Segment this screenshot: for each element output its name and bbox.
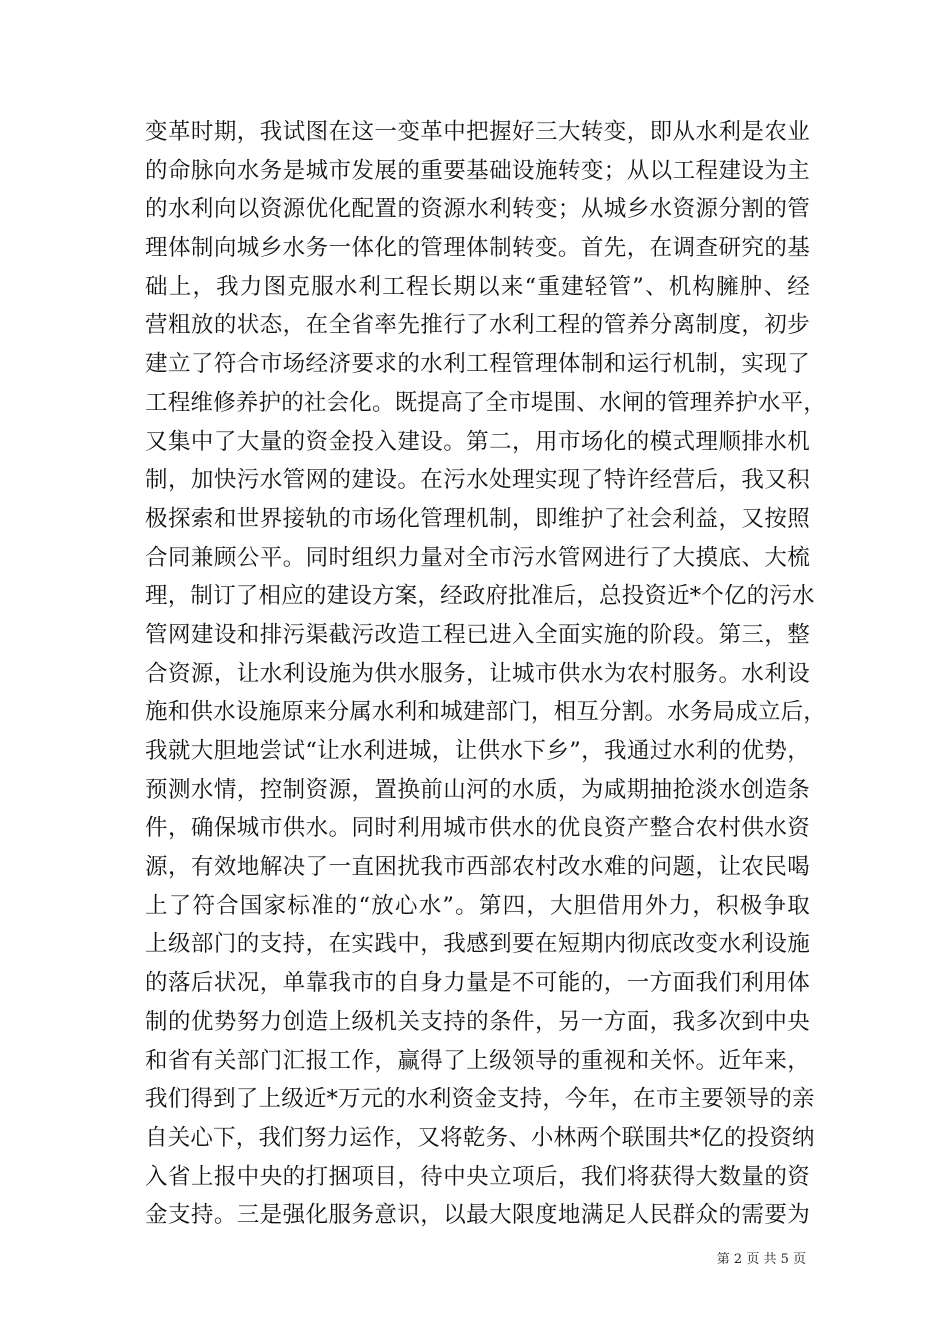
- text-line: 极探索和世界接轨的市场化管理机制，即维护了社会利益，又按照: [145, 505, 810, 532]
- text-line: 理，制订了相应的建设方案，经政府批准后，总投资近*个亿的污水: [145, 583, 815, 610]
- text-line: 合资源，让水利设施为供水服务，让城市供水为农村服务。水利设: [145, 660, 810, 687]
- text-line: 预测水情，控制资源，置换前山河的水质，为咸期抽抢淡水创造条: [145, 776, 810, 803]
- text-line: 的命脉向水务是城市发展的重要基础设施转变；从以工程建设为主: [145, 157, 810, 184]
- text-line: 又集中了大量的资金投入建设。第二，用市场化的模式理顺排水机: [145, 428, 810, 455]
- text-line: 建立了符合市场经济要求的水利工程管理体制和运行机制，实现了: [145, 351, 810, 378]
- text-line: 上了符合国家标准的“放心水”。第四，大胆借用外力，积极争取: [145, 892, 810, 919]
- text-line: 制，加快污水管网的建设。在污水处理实现了特许经营后，我又积: [145, 467, 810, 494]
- text-line: 件，确保城市供水。同时利用城市供水的优良资产整合农村供水资: [145, 815, 810, 842]
- text-line: 施和供水设施原来分属水利和城建部门，相互分割。水务局成立后，: [145, 699, 827, 726]
- text-line: 理体制向城乡水务一体化的管理体制转变。首先，在调查研究的基: [145, 235, 810, 262]
- text-line: 管网建设和排污渠截污改造工程已进入全面实施的阶段。第三，整: [145, 621, 810, 648]
- text-line: 营粗放的状态，在全省率先推行了水利工程的管养分离制度，初步: [145, 312, 810, 339]
- text-line: 和省有关部门汇报工作，赢得了上级领导的重视和关怀。近年来，: [145, 1047, 810, 1074]
- text-line: 制的优势努力创造上级机关支持的条件，另一方面，我多次到中央: [145, 1008, 810, 1035]
- text-line: 工程维修养护的社会化。既提高了全市堤围、水闸的管理养护水平，: [145, 389, 827, 416]
- text-line: 合同兼顾公平。同时组织力量对全市污水管网进行了大摸底、大梳: [145, 544, 810, 571]
- text-line: 的落后状况，单靠我市的自身力量是不可能的，一方面我们利用体: [145, 970, 810, 997]
- text-line: 我们得到了上级近*万元的水利资金支持，今年，在市主要领导的亲: [145, 1086, 815, 1113]
- text-line: 自关心下，我们努力运作，又将乾务、小林两个联围共*亿的投资纳: [145, 1124, 815, 1151]
- text-line: 源，有效地解决了一直困扰我市西部农村改水难的问题，让农民喝: [145, 854, 810, 881]
- body-paragraph: [145, 113, 827, 1235]
- text-line: 入省上报中央的打捆项目，待中央立项后，我们将获得大数量的资: [145, 1163, 810, 1190]
- text-line: 金支持。三是强化服务意识，以最大限度地满足人民群众的需要为: [145, 1202, 810, 1229]
- page-number: 第 2 页 共 5 页: [716, 1252, 806, 1267]
- text-line: 我就大胆地尝试“让水利进城，让供水下乡”，我通过水利的优势，: [145, 738, 810, 764]
- text-line: 变革时期，我试图在这一变革中把握好三大转变，即从水利是农业: [145, 119, 810, 145]
- text-line: 上级部门的支持，在实践中，我感到要在短期内彻底改变水利设施: [145, 931, 810, 958]
- text-line: 础上，我力图克服水利工程长期以来“重建轻管”、机构臃肿、经: [145, 273, 810, 300]
- text-line: 的水利向以资源优化配置的资源水利转变；从城乡水资源分割的管: [145, 196, 810, 223]
